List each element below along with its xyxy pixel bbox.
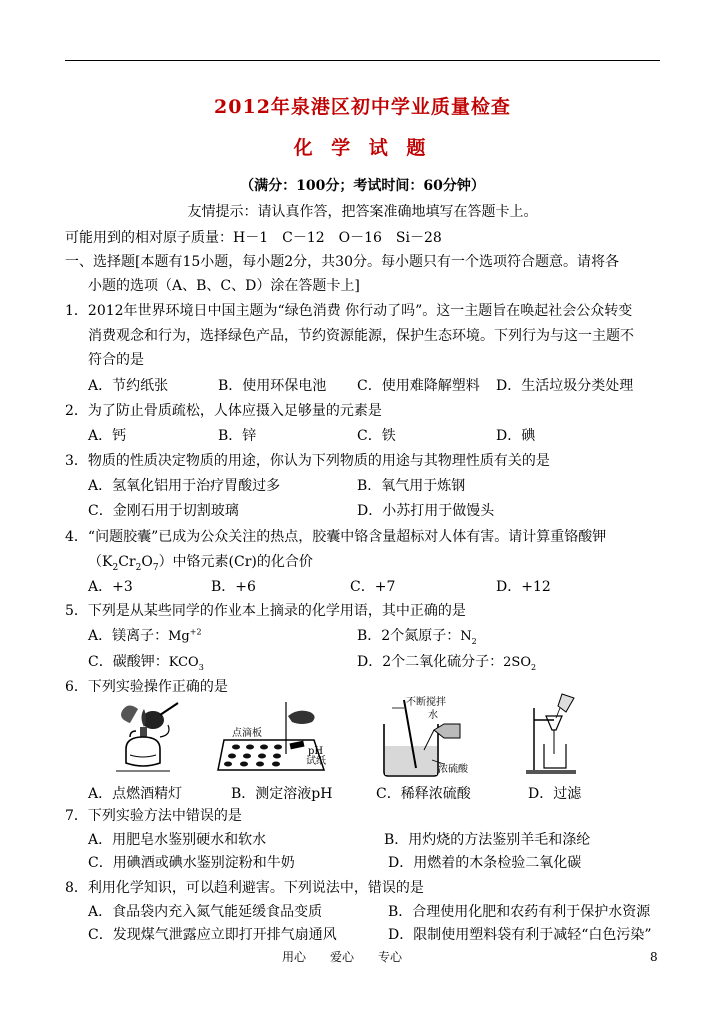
q3-option-b: B．氧气用于炼钢: [357, 478, 466, 494]
q7-option-b: B．用灼烧的方法鉴别羊毛和涤纶: [384, 832, 591, 848]
q5-option-b: B．2个氮原子：$N_2$: [357, 628, 477, 646]
exam-title: 2012年泉港区初中学业质量检查: [214, 96, 511, 118]
fig-c-water-label: 水: [428, 710, 438, 721]
q6-option-a: A．点燃酒精灯: [88, 786, 183, 802]
fig-b-paper-label: 试纸: [306, 756, 326, 767]
q6-option-d: D．过滤: [528, 786, 582, 802]
q5-option-a: A．镁离子：$Mg^{+2}$: [88, 627, 202, 644]
q8-option-b: B．合理使用化肥和农药有利于保护水资源: [388, 904, 651, 920]
figure-d-filtration: [520, 692, 600, 778]
header-rule: [65, 60, 660, 61]
q4-stem-1: 4．“问题胶囊”已成为公众关注的热点，胶囊中铬含量超标对人体有害。请计算重铬酸钾: [65, 529, 607, 545]
q2-option-b: B．锌: [218, 428, 257, 444]
q8-option-c: C．发现煤气泄露应立即打开排气扇通风: [88, 927, 337, 943]
fig-c-acid-label: 浓硫酸: [438, 764, 468, 775]
scoring-info: （满分：100分；考试时间：60分钟）: [240, 178, 485, 194]
q6-stem: 6．下列实验操作正确的是: [65, 679, 228, 695]
q1-stem-3: 符合的是: [88, 352, 144, 368]
q3-option-a: A．氢氧化铝用于治疗胃酸过多: [88, 478, 281, 494]
page-number: 8: [650, 950, 658, 964]
q5-option-c: C．碳酸钾：$KCO_3$: [88, 654, 204, 672]
q7-stem: 7．下列实验方法中错误的是: [65, 808, 242, 824]
q7-option-c: C．用碘酒或碘水鉴别淀粉和牛奶: [88, 855, 295, 871]
q5-option-d: D．2个二氧化硫分子：$2SO_2$: [357, 654, 537, 672]
q1-option-d: D．生活垃圾分类处理: [496, 378, 634, 394]
q8-stem: 8．利用化学知识，可以趋利避害。下列说法中，错误的是: [65, 880, 424, 896]
q2-stem: 2．为了防止骨质疏松，人体应摄入足够量的元素是: [65, 403, 382, 419]
section1-line2: 小题的选项（A、B、C、D）涂在答题卡上]: [88, 278, 360, 294]
q7-option-d: D．用燃着的木条检验二氧化碳: [388, 855, 582, 871]
q4-stem-2: $(K_2Cr_2O_7)$中铬元素(Cr)的化合价: [88, 554, 313, 573]
q3-option-d: D．小苏打用于做馒头: [357, 503, 495, 519]
fig-c-stir-label: 不断搅拌: [406, 697, 446, 708]
q6-option-b: B．测定溶液pH: [231, 786, 333, 802]
q1-stem-2: 消费观念和行为，选择绿色产品，节约资源能源，保护生态环境。下列行为与这一主题不: [88, 328, 634, 344]
q1-option-b: B．使用环保电池: [218, 378, 327, 394]
friendly-tip: 友情提示：请认真作答，把答案准确地填写在答题卡上。: [187, 204, 538, 220]
fig-b-ph-label: pH: [308, 746, 324, 757]
q8-option-d: D．限制使用塑料袋有利于减轻“白色污染”: [388, 927, 652, 943]
q7-option-a: A．用肥皂水鉴别硬水和软水: [88, 832, 267, 848]
q6-option-c: C．稀释浓硫酸: [376, 786, 471, 802]
q8-option-a: A．食品袋内充入氮气能延缓食品变质: [88, 904, 323, 920]
fig-b-plate-label: 点滴板: [232, 728, 262, 739]
subject-title: 化 学 试 题: [293, 137, 432, 159]
atomic-mass-line: 可能用到的相对原子质量：H－1 C－12 O－16 Si－28: [65, 230, 442, 246]
q5-stem: 5．下列是从某些同学的作业本上摘录的化学用语，其中正确的是: [65, 603, 466, 619]
q1-option-c: C．使用难降解塑料: [357, 378, 480, 394]
figure-a-alcohol-lamp: [108, 697, 188, 777]
section1-line1: 一、选择题[本题有15小题，每小题2分，共30分。每小题只有一个选项符合题意。请将各: [65, 254, 619, 270]
q4-option-d: D．+12: [496, 579, 551, 595]
q1-option-a: A．节约纸张: [88, 378, 169, 394]
q4-option-a: A．+3: [88, 579, 133, 595]
q2-option-d: D．碘: [496, 428, 536, 444]
q3-option-c: C．金刚石用于切割玻璃: [88, 503, 239, 519]
q3-stem: 3．物质的性质决定物质的用途，你认为下列物质的用途与其物理性质有关的是: [65, 453, 550, 469]
q1-stem-1: 1．2012年世界环境日中国主题为“绿色消费 你行动了吗”。这一主题旨在唤起社会公众转变: [65, 303, 633, 319]
footer-motto: 用心 爱心 专心: [282, 950, 403, 964]
q2-option-c: C．铁: [357, 428, 396, 444]
q2-option-a: A．钙: [88, 428, 127, 444]
q4-option-b: B．+6: [211, 579, 256, 595]
q4-option-c: C．+7: [350, 579, 396, 595]
